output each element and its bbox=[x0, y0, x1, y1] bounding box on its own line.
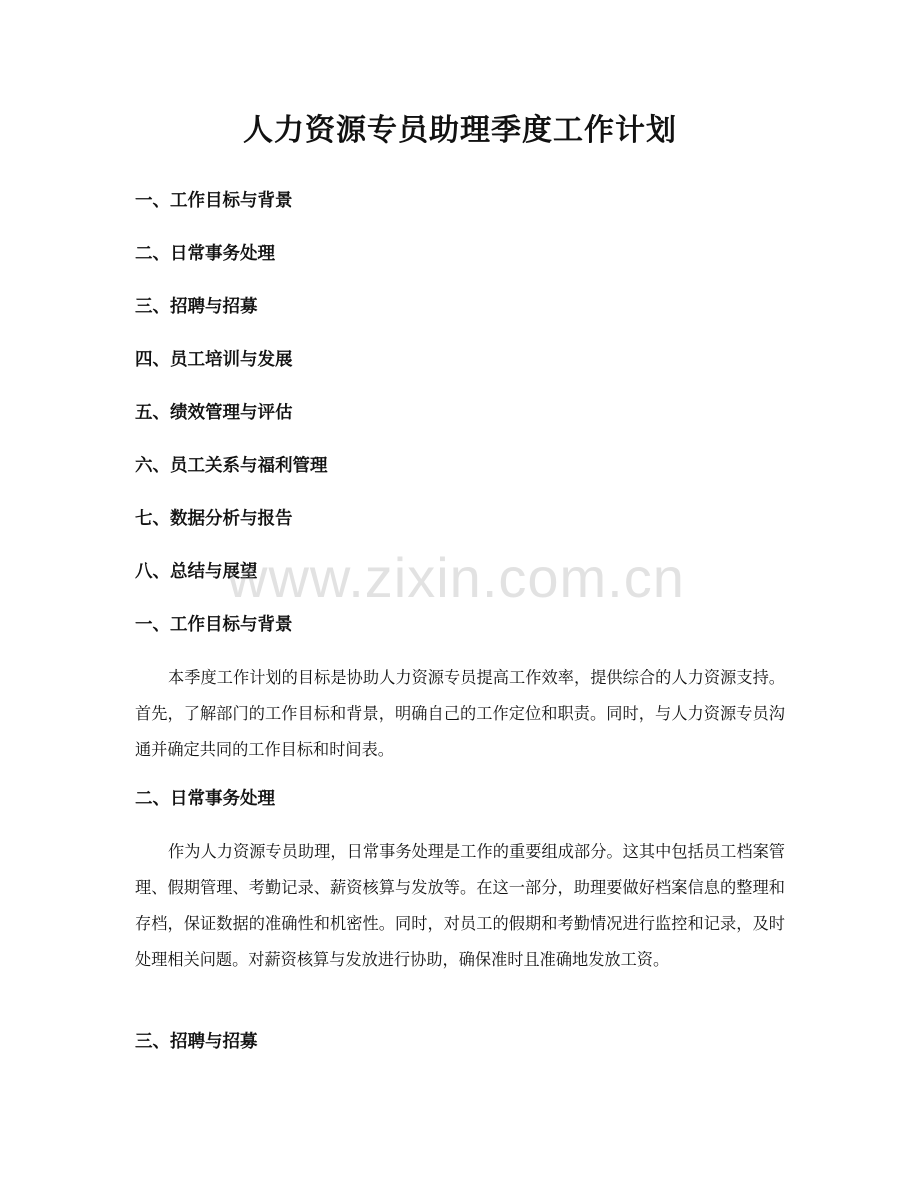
watermark: www.zixin.com.cn bbox=[227, 546, 685, 609]
document-title: 人力资源专员助理季度工作计划 bbox=[243, 113, 677, 148]
section-paragraph: 本季度工作计划的目标是协助人力资源专员提高工作效率，提供综合的人力资源支持。首先，了解部门的工作目标和背景，明确自己的工作定位和职责。同时，与人力资源专员沟通并确定共同的工作目标和时间表。 bbox=[135, 668, 785, 759]
section-heading: 二、日常事务处理 bbox=[135, 789, 275, 809]
toc-item: 七、数据分析与报告 bbox=[135, 509, 293, 529]
toc-item: 六、员工关系与福利管理 bbox=[135, 456, 328, 476]
toc-item: 五、绩效管理与评估 bbox=[135, 403, 293, 423]
section-heading: 三、招聘与招募 bbox=[135, 1032, 258, 1052]
toc-item: 三、招聘与招募 bbox=[135, 297, 258, 317]
toc-item: 八、总结与展望 bbox=[135, 562, 258, 582]
section-paragraph: 作为人力资源专员助理，日常事务处理是工作的重要组成部分。这其中包括员工档案管理、假期管理、考勤记录、薪资核算与发放等。在这一部分，助理要做好档案信息的整理和存档，保证数据的准确性和机密性。同时，对员工的假期和考勤情况进行监控和记录，及时处理相关问题。对薪资核算与发放进行协助，确保准时且准确地发放工资。 bbox=[135, 842, 785, 969]
section-heading: 一、工作目标与背景 bbox=[135, 615, 293, 635]
toc-item: 一、工作目标与背景 bbox=[135, 191, 293, 211]
toc-item: 二、日常事务处理 bbox=[135, 244, 275, 264]
toc-item: 四、员工培训与发展 bbox=[135, 350, 293, 370]
